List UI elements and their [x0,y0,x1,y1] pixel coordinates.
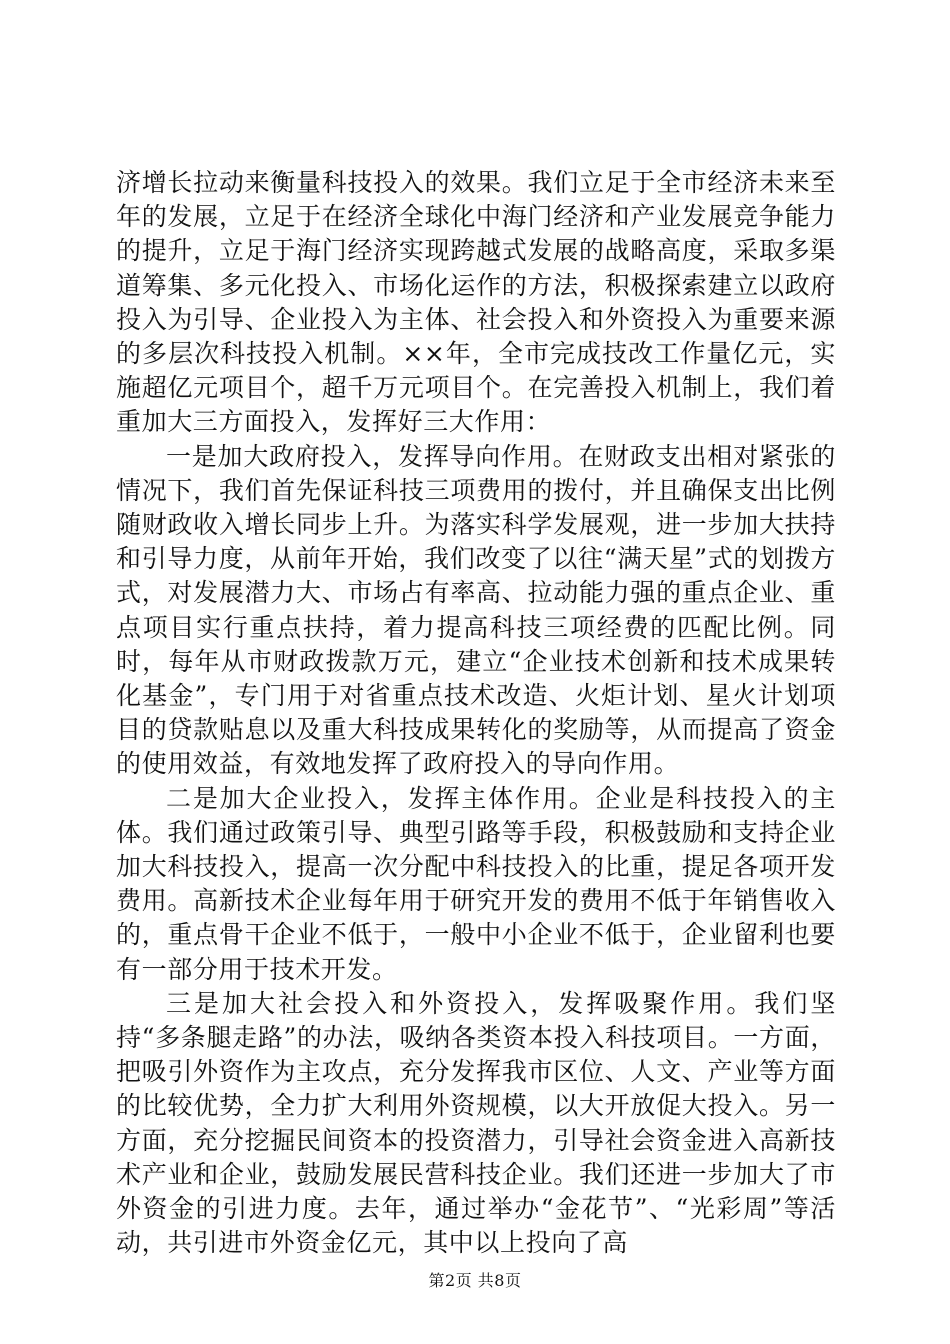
paragraph-social-foreign-investment: 三是加大社会投入和外资投入，发挥吸聚作用。我们坚持“多条腿走路”的办法，吸纳各类资本投入科技项目。一方面，把吸引外资作为主攻点，充分发挥我市区位、人文、产业等方面的比较优势，全力扩大利用外资规模，以大开放促大投入。另一方面，充分挖掘民间资本的投资潜力，引导社会资金进入高新技术产业和企业，鼓励发展民营科技企业。我们还进一步加大了市外资金的引进力度。去年，通过举办“金花节”、“光彩周”等活动，共引进市外资金亿元，其中以上投向了高 [116,988,836,1258]
paragraph-intro: 济增长拉动来衡量科技投入的效果。我们立足于全市经济未来至年的发展，立足于在经济全球化中海门经济和产业发展竞争能力的提升，立足于海门经济实现跨越式发展的战略高度，采取多渠道筹集、多元化投入、市场化运作的方法，积极探索建立以政府投入为引导、企业投入为主体、社会投入和外资投入为重要来源的多层次科技投入机制。××年，全市完成技改工作量亿元，实施超亿元项目个，超千万元项目个。在完善投入机制上，我们着重加大三方面投入，发挥好三大作用： [116,168,836,437]
document-body [116,166,836,1261]
page-number-footer: 第2页 共8页 [428,1271,522,1290]
paragraph-enterprise-investment: 二是加大企业投入，发挥主体作用。企业是科技投入的主体。我们通过政策引导、典型引路等手段，积极鼓励和支持企业加大科技投入，提高一次分配中科技投入的比重，提足各项开发费用。高新技术企业每年用于研究开发的费用不低于年销售收入的，重点骨干企业不低于，一般中小企业不低于，企业留利也要有一部分用于技术开发。 [116,783,836,984]
paragraph-government-investment: 一是加大政府投入，发挥导向作用。在财政支出相对紧张的情况下，我们首先保证科技三项费用的拨付，并且确保支出比例随财政收入增长同步上升。为落实科学发展观，进一步加大扶持和引导力度，从前年开始，我们改变了以往“满天星”式的划拨方式，对发展潜力大、市场占有率高、拉动能力强的重点企业、重点项目实行重点扶持，着力提高科技三项经费的匹配比例。同时，每年从市财政拨款万元，建立“企业技术创新和技术成果转化基金”，专门用于对省重点技术改造、火炬计划、星火计划项目的贷款贴息以及重大科技成果转化的奖励等，从而提高了资金的使用效益，有效地发挥了政府投入的导向作用。 [116,441,836,779]
